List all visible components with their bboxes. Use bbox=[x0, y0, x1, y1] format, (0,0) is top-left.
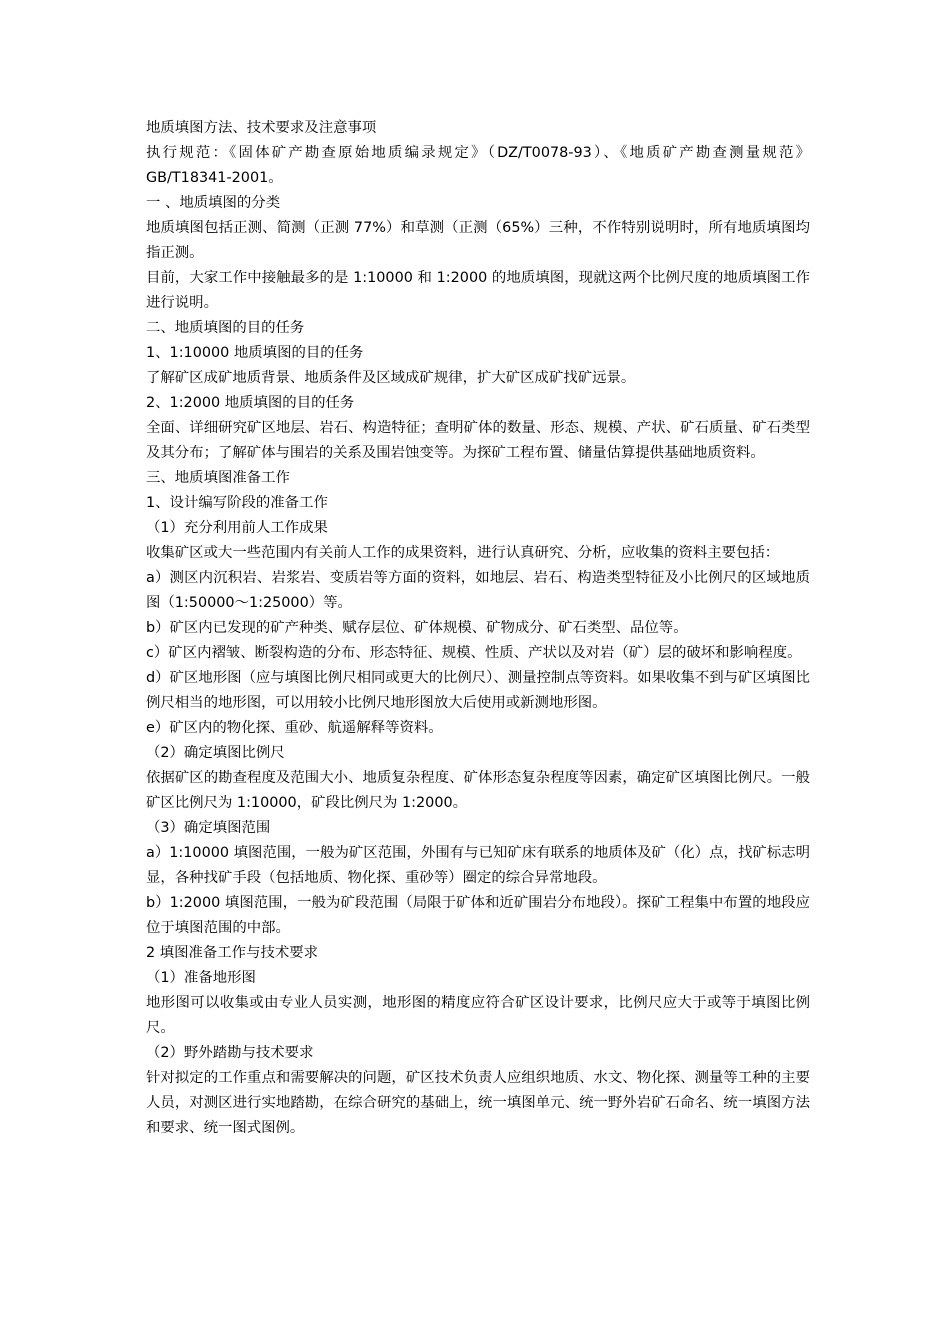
paragraph-classification: 地质填图包括正测、简测（正测 77%）和草测（正测（65%）三种，不作特别说明时，所有地质填图均指正测。 bbox=[146, 220, 810, 261]
subheading-2000-purpose: 2、1:2000 地质填图的目的任务 bbox=[146, 395, 355, 411]
subheading-determine-range: （3）确定填图范围 bbox=[146, 820, 271, 836]
subheading-prepare-map: （1）准备地形图 bbox=[146, 970, 256, 986]
list-item-c-structures: c）矿区内褶皱、断裂构造的分布、形态特征、规模、性质、产状以及对岩（矿）层的破坏和影响程度。 bbox=[146, 645, 802, 661]
list-item-e-geophysics: e）矿区内的物化探、重砂、航遥解释等资料。 bbox=[146, 720, 443, 736]
document-title: 地质填图方法、技术要求及注意事项 bbox=[146, 120, 377, 136]
paragraph-prepare-map: 地形图可以收集或由专业人员实测，地形图的精度应符合矿区设计要求，比例尺应大于或等于填图比例尺。 bbox=[146, 995, 810, 1036]
subheading-design-stage: 1、设计编写阶段的准备工作 bbox=[146, 495, 328, 511]
subheading-prior-results: （1）充分利用前人工作成果 bbox=[146, 520, 328, 536]
list-item-d-topographic: d）矿区地形图（应与填图比例尺相同或更大的比例尺）、测量控制点等资料。如果收集不到与矿区填图比例尺相当的地形图，可以用较小比例尺地形图放大后使用或新测地形图。 bbox=[146, 670, 810, 711]
paragraph-2000-purpose: 全面、详细研究矿区地层、岩石、构造特征；查明矿体的数量、形态、规模、产状、矿石质量、矿石类型及其分布；了解矿体与围岩的关系及围岩蚀变等。为探矿工程布置、储量估算提供基础地质资料。 bbox=[146, 420, 810, 461]
paragraph-10000-purpose: 了解矿区成矿地质背景、地质条件及区域成矿规律，扩大矿区成矿找矿远景。 bbox=[146, 370, 636, 386]
list-item-a-10000-range: a）1:10000 填图范围，一般为矿区范围，外围有与已知矿床有联系的地质体及矿（化）点，找矿标志明显，各种找矿手段（包括地质、物化探、重砂等）圈定的综合异常地段。 bbox=[146, 845, 810, 886]
subheading-10000-purpose: 1、1:10000 地质填图的目的任务 bbox=[146, 345, 364, 361]
list-item-b-minerals: b）矿区内已发现的矿产种类、赋存层位、矿体规模、矿物成分、矿石类型、品位等。 bbox=[146, 620, 688, 636]
subheading-preparation: 2 填图准备工作与技术要求 bbox=[146, 945, 319, 961]
paragraph-collect-data: 收集矿区或大一些范围内有关前人工作的成果资料，进行认真研究、分析，应收集的资料主要包括： bbox=[146, 545, 780, 561]
paragraph-standards: 执行规范：《固体矿产勘查原始地质编录规定》（DZ/T0078-93）、《地质矿产勘查测量规范》GB/T18341-2001。 bbox=[146, 145, 810, 186]
paragraph-field-survey: 针对拟定的工作重点和需要解决的问题，矿区技术负责人应组织地质、水文、物化探、测量等工种的主要人员，对测区进行实地踏勘，在综合研究的基础上，统一填图单元、统一野外岩矿石命名、统一填图方法和要求、统一图式图例。 bbox=[146, 1070, 810, 1136]
list-item-a-rocks: a）测区内沉积岩、岩浆岩、变质岩等方面的资料，如地层、岩石、构造类型特征及小比例尺的区域地质图（1:50000～1:25000）等。 bbox=[146, 570, 810, 611]
subheading-field-survey: （2）野外踏勘与技术要求 bbox=[146, 1045, 314, 1061]
paragraph-scales: 目前，大家工作中接触最多的是 1:10000 和 1:2000 的地质填图，现就这两个比例尺度的地质填图工作进行说明。 bbox=[146, 270, 810, 311]
list-item-b-2000-range: b）1:2000 填图范围，一般为矿段范围（局限于矿体和近矿围岩分布地段）。探矿工程集中布置的地段应位于填图范围的中部。 bbox=[146, 895, 810, 936]
heading-section-3: 三、地质填图准备工作 bbox=[146, 470, 290, 486]
paragraph-determine-scale: 依据矿区的勘查程度及范围大小、地质复杂程度、矿体形态复杂程度等因素，确定矿区填图比例尺。一般矿区比例尺为 1:10000，矿段比例尺为 1:2000。 bbox=[146, 770, 810, 811]
document-body bbox=[146, 116, 810, 1141]
heading-section-1: 一 、地质填图的分类 bbox=[146, 195, 281, 211]
subheading-determine-scale: （2）确定填图比例尺 bbox=[146, 745, 285, 761]
heading-section-2: 二、地质填图的目的任务 bbox=[146, 320, 305, 336]
